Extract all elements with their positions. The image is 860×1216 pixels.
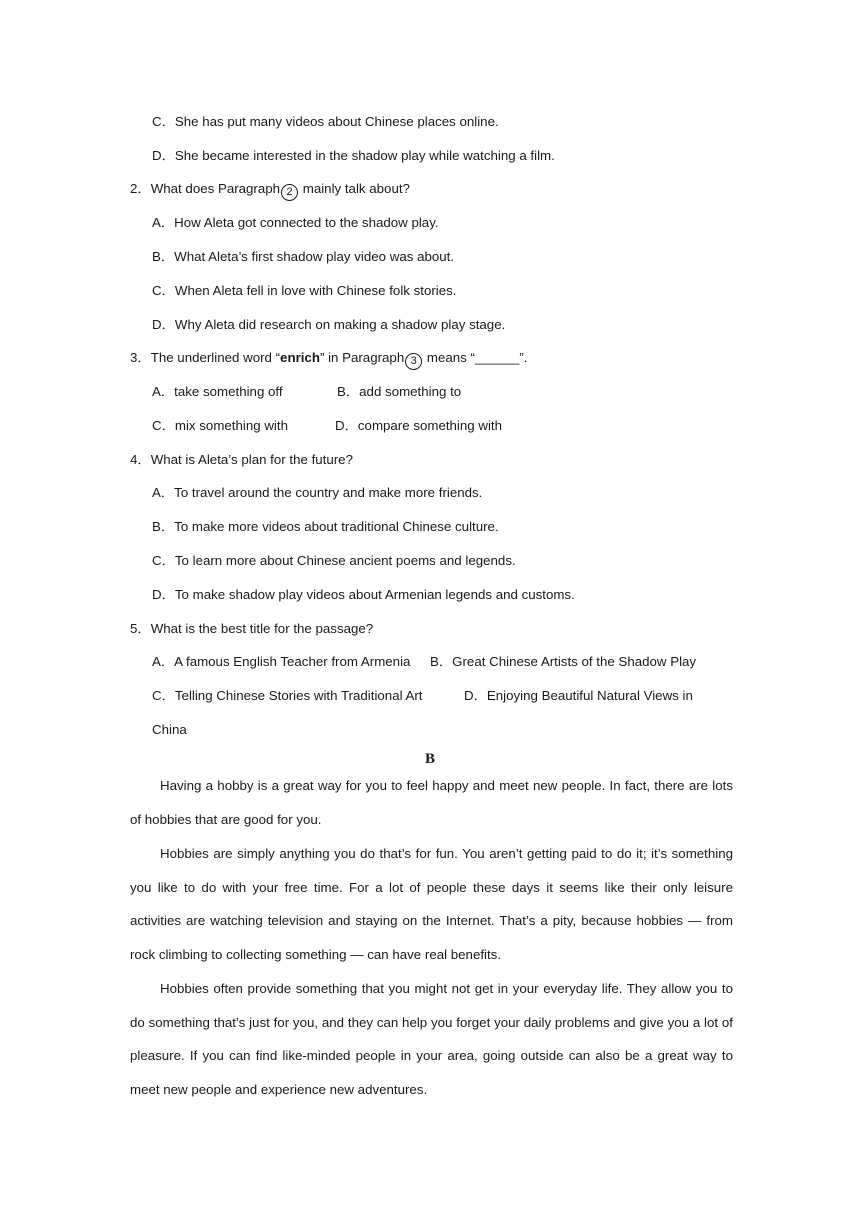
q2-option-c: C．When Aleta fell in love with Chinese folk stories.: [152, 283, 457, 298]
q4-option-c: C．To learn more about Chinese ancient poems and legends.: [152, 553, 516, 568]
q5-option-c: C．Telling Chinese Stories with Traditional Art: [152, 688, 423, 703]
q5-option-d: D．Enjoying Beautiful Natural Views in: [464, 688, 693, 703]
q3-option-b: B．add something to: [337, 384, 462, 399]
section-heading: B: [424, 751, 435, 767]
paragraph-number-2: 2: [281, 184, 298, 201]
q2-option-b: B．What Aleta’s first shadow play video was about.: [152, 249, 455, 264]
q4-option-d: D．To make shadow play videos about Armenian legends and customs.: [152, 587, 575, 602]
q2-option-a: A．How Aleta got connected to the shadow play.: [152, 215, 439, 230]
q1-option-d: D．She became interested in the shadow play while watching a film.: [152, 148, 555, 163]
underlined-word: enrich: [280, 350, 320, 365]
question-3-stem-middle: ” in Paragraph: [319, 350, 405, 365]
question-2-stem-end: mainly talk about?: [302, 181, 410, 196]
passage-paragraph-3: Hobbies often provide something that you might not get in your everyday life. They allow you to do something that’s just for you, and they can help you forget your daily problems and give you a lot of pleasure. If you can find like-minded people in your area, going outside can also be a great way to meet new people and experience new adventures.: [130, 981, 733, 1098]
passage-paragraph-1: Having a hobby is a great way for you to feel happy and meet new people. In fact, there are lots of hobbies that are good for you.: [130, 778, 733, 827]
q5-option-d-continued: China: [152, 722, 187, 737]
paragraph-number-3: 3: [405, 353, 422, 370]
q3-option-c: C．mix something with: [152, 418, 288, 433]
question-3-stem-end: means “______”.: [426, 350, 528, 365]
question-3: [130, 349, 527, 370]
q3-option-d: D．compare something with: [335, 418, 503, 433]
question-2: [130, 180, 410, 201]
q4-option-a: A．To travel around the country and make more friends.: [152, 485, 483, 500]
question-3-stem-start: 3．The underlined word “: [130, 350, 281, 365]
q4-option-b: B．To make more videos about traditional Chinese culture.: [152, 519, 499, 534]
q5-option-b: B．Great Chinese Artists of the Shadow Play: [430, 654, 697, 669]
q1-option-c: C．She has put many videos about Chinese places online.: [152, 114, 499, 129]
passage-paragraph-2: Hobbies are simply anything you do that’s for fun. You aren’t getting paid to do it; it’s something you like to do with your free time. For a lot of people these days it seems like their only leisure activities are watching television and staying on the Internet. That’s a pity, because hobbies — from rock climbing to collecting something — can have real benefits.: [130, 846, 733, 963]
q5-option-a: A．A famous English Teacher from Armenia: [152, 654, 411, 669]
q2-option-d: D．Why Aleta did research on making a shadow play stage.: [152, 317, 506, 332]
question-5: 5．What is the best title for the passage?: [130, 621, 374, 636]
q3-option-a: A．take something off: [152, 384, 283, 399]
question-2-stem-start: 2．What does Paragraph: [130, 181, 281, 196]
question-4: 4．What is Aleta’s plan for the future?: [130, 452, 353, 467]
